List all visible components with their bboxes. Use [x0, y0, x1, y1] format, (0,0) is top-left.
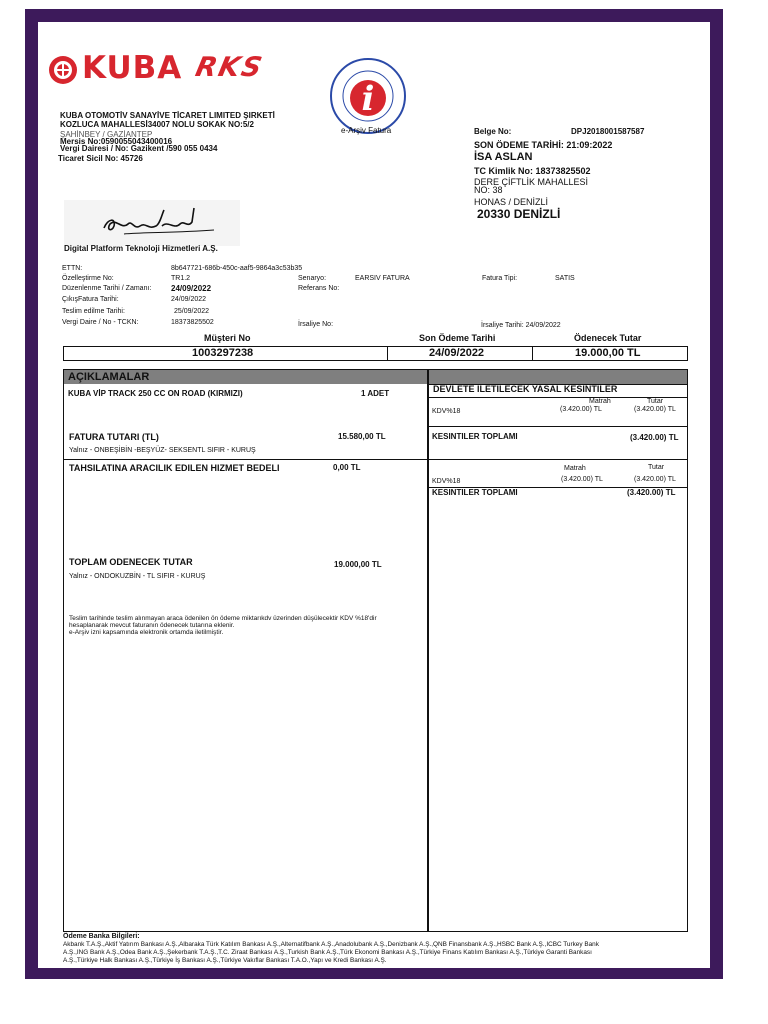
fatura-tipi-label: Fatura Tipi: [482, 275, 518, 282]
senaryo-value: EARSIV FATURA [355, 275, 410, 282]
toplam-words: Yalnız - ONDOKUZBİN - TL SIFIR - KURUŞ [69, 573, 206, 580]
fatura-tutari-value: 15.580,00 TL [338, 432, 386, 441]
bank-info-title: Ödeme Banka Bilgileri: [63, 933, 140, 940]
seller-tax: Vergi Dairesi / No: Gazikent /590 055 0434 [60, 144, 218, 153]
duzenlenme-value: 24/09/2022 [171, 284, 212, 293]
signature [64, 200, 240, 246]
due-date-value: 24/09/2022 [429, 347, 485, 359]
cikis-value: 24/09/2022 [171, 296, 207, 303]
toplam-value: 19.000,00 TL [334, 560, 382, 569]
kesinti-toplam-value-2: (3.420.00) TL [627, 488, 676, 497]
matrah-label-1: Matrah [589, 398, 611, 405]
duzenlenme-label: Düzenlenme Tarihi / Zamanı: [62, 285, 152, 292]
kuba-wordmark: KUBA [82, 50, 183, 86]
kesinti-toplam-label-2: KESINTILER TOPLAMI [432, 488, 518, 497]
bank-list [63, 941, 599, 965]
note-line-3: e-Arşiv izni kapsamında elektronik ortamda iletilmiştir. [69, 629, 224, 636]
matrah-value-2: (3.420.00) TL [561, 476, 603, 483]
irsaliye-label: İrsaliye No: [298, 321, 334, 328]
product-name: KUBA VİP TRACK 250 CC ON ROAD (KIRMIZI) [68, 389, 243, 398]
tahsilat-label: TAHSILATINA ARACILIK EDILEN HIZMET BEDELI [69, 463, 280, 473]
fatura-tipi-value: SATIS [555, 275, 575, 282]
seller-address: KOZLUCA MAHALLESİ34007 NOLU SOKAK NO:5/2 [60, 120, 254, 129]
tutar-label-2: Tutar [648, 464, 665, 471]
bank-line-3: A.Ş.,Türkiye Halk Bankası A.Ş.,Türkiye İş Bankası A.Ş.,Türkiye Vakıflar Bankası T.A.O.,Yapı ve Kredi Bankası A.Ş. [63, 957, 387, 964]
customer-tc: TC Kimlik No: 18373825502 [474, 166, 591, 176]
customer-address-1: DERE ÇİFTLİK MAHALLESİ [474, 177, 589, 187]
fatura-tutari-label: FATURA TUTARI (TL) [69, 432, 159, 442]
note-line-2: hesaplanarak mevcut faturanın ödenecek tutarına eklenir. [69, 622, 235, 629]
due-date-line: SON ÖDEME TARİHİ: 21:09:2022 [474, 140, 613, 150]
irsaliye-date: İrsaliye Tarihi: 24/09/2022 [481, 322, 561, 329]
tutar-value-1: (3.420.00) TL [634, 406, 676, 413]
bank-line-1: Akbank T.A.Ş.,Aktif Yatırım Bankası A.Ş.,Albaraka Türk Katılım Bankası A.Ş.,Alternatifbank A.Ş.,Anadolubank A.Ş.,Denizbank A.Ş.,QNB Finansbank A.Ş.,HSBC Bank A.Ş.,ICBC Turkey Bank [63, 941, 599, 948]
belge-number: DPJ2018001587587 [571, 127, 645, 136]
rks-wordmark: RKS [192, 52, 267, 83]
ozellestirme-label: Özelleştirme No: [62, 275, 114, 282]
seller-name: KUBA OTOMOTİV SANAYİVE TİCARET LIMITED ŞIRKETİ [60, 111, 275, 120]
provider-name: Digital Platform Teknoloji Hizmetleri A.Ş. [64, 244, 218, 253]
note-line-1: Teslim tarihinde teslim alınmayan araca ödenilen ön ödeme miktarıkdv üzerinden düşülecektir KDV %18'dir [69, 615, 377, 622]
earsiv-caption: e-Arşiv Fatura [341, 126, 392, 135]
customer-postal: 20330 DENİZLİ [477, 207, 561, 221]
seller-city: ŞAHİNBEY / GAZİANTEP [60, 130, 153, 139]
customer-district: HONAS / DENİZLİ [474, 197, 549, 207]
belge-label: Belge No: [474, 127, 512, 136]
customer-number: 1003297238 [192, 347, 254, 359]
svg-text:i: i [361, 79, 375, 119]
product-qty: 1 ADET [361, 389, 390, 398]
tahsilat-value: 0,00 TL [333, 463, 361, 472]
summary-header-due-date: Son Ödeme Tarihi [419, 333, 496, 343]
bank-line-2: A.Ş.,ING Bank A.Ş.,Odea Bank A.Ş.,Şekerbank T.A.Ş.,T.C. Ziraat Bankası A.Ş.,Turkish Bank A.Ş.,Türk Ekonomi Bankası A.Ş.,Türkiye Finans Katılım Bankası A.Ş.,Türkiye Garanti Bankası [63, 949, 592, 956]
aciklamalar-header-bar [64, 370, 687, 384]
tutar-value-2: (3.420.00) TL [634, 476, 676, 483]
seller-mersis: Mersis No:0590055043400016 [60, 137, 173, 146]
amount-due: 19.000,00 TL [575, 347, 641, 359]
ettn-label: ETTN: [62, 265, 83, 272]
summary-header-amount: Ödenecek Tutar [574, 333, 642, 343]
ettn-value: 8b647721-686b-450c-aaf5-9864a3c53b35 [171, 265, 303, 272]
summary-header-customer-no: Müşteri No [204, 333, 251, 343]
notes [69, 615, 377, 636]
fatura-tutari-words: Yalnız - ONBEŞİBİN -BEŞYÜZ- SEKSENTL SIFIR - KURUŞ [69, 447, 256, 454]
aciklamalar-title: AÇIKLAMALAR [68, 371, 150, 383]
kdv-label-1: KDV%18 [432, 408, 461, 415]
kdv-label-2: KDV%18 [432, 478, 461, 485]
kesinti-title: DEVLETE ILETILECEK YASAL KESINTILER [433, 384, 618, 394]
cikis-label: ÇıkışFatura Tarihi: [62, 296, 119, 303]
kuba-badge-logo [48, 55, 78, 90]
customer-name: İSA ASLAN [474, 151, 533, 163]
invoice-page [38, 22, 710, 968]
teslim-value: 25/09/2022 [174, 308, 210, 315]
kesinti-toplam-label-1: KESINTILER TOPLAMI [432, 432, 518, 441]
vergi-daire-value: 18373825502 [171, 319, 214, 326]
matrah-label-2: Matrah [564, 465, 586, 472]
kesinti-toplam-value-1: (3.420.00) TL [630, 433, 679, 442]
summary-row [63, 346, 688, 361]
vergi-daire-label: Vergi Daire / No - TCKN: [62, 319, 139, 326]
senaryo-label: Senaryo: [298, 275, 327, 282]
aciklamalar-table [63, 369, 688, 932]
teslim-label: Teslim edilme Tarihi: [62, 308, 125, 315]
customer-address-2: NO: 38 [474, 185, 503, 195]
referans-label: Referans No: [298, 285, 340, 292]
seller-trade-registry: Ticaret Sicil No: 45726 [58, 154, 143, 163]
toplam-label: TOPLAM ODENECEK TUTAR [69, 557, 193, 567]
tutar-label-1: Tutar [647, 398, 664, 405]
matrah-value-1: (3.420.00) TL [560, 406, 602, 413]
ozellestirme-value: TR1.2 [171, 275, 191, 282]
